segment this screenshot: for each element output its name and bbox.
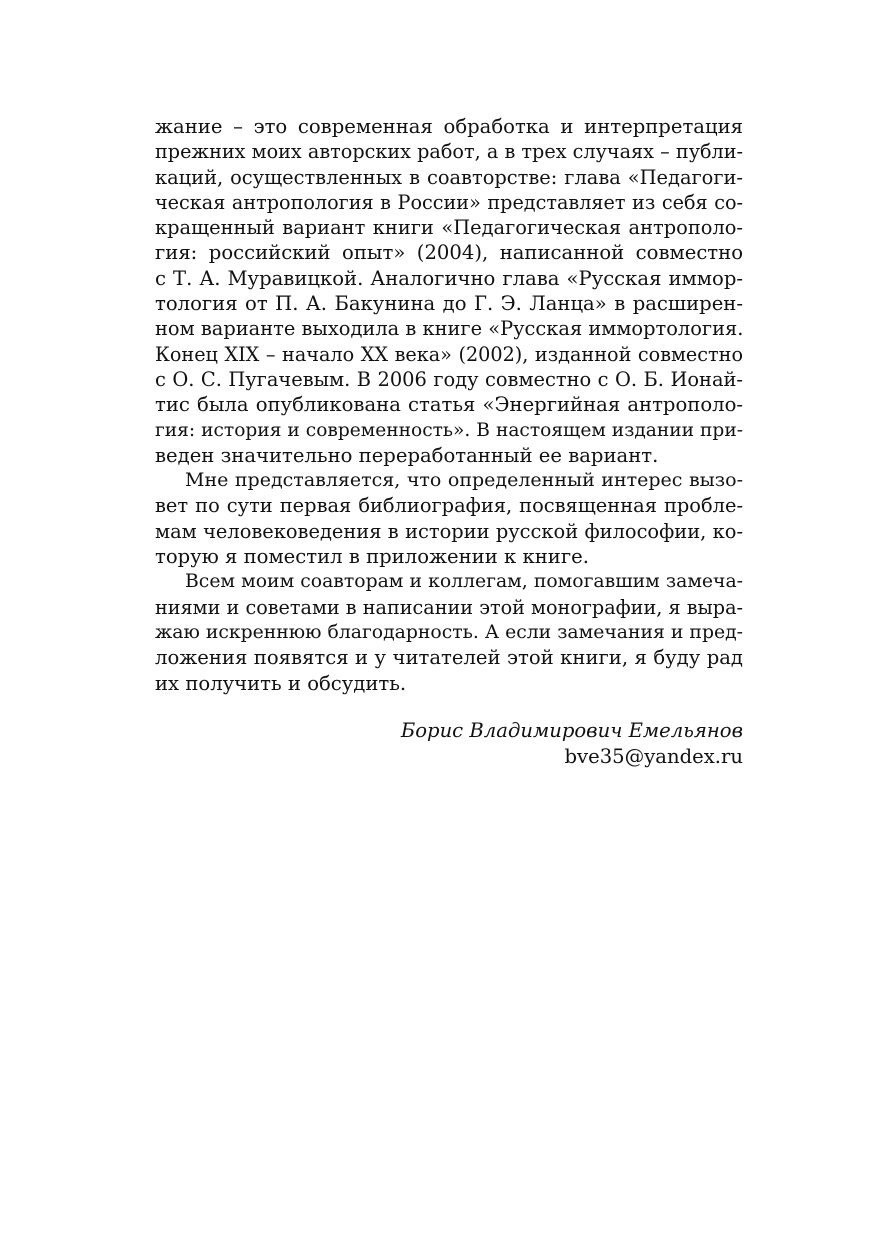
text-line: тология от П. А. Бакунина до Г. Э. Ланца» в расширен- <box>155 292 743 316</box>
text-line: Конец XIX – начало XX века» (2002), изданной совместно <box>155 342 743 366</box>
text-line: жание – это современная обработка и интерпретация <box>155 115 743 138</box>
text-line: торую я поместил в приложении к книге. <box>155 545 589 569</box>
text-line: каций, осуществленных в соавторстве: глава «Педагоги- <box>155 165 743 189</box>
text-line: веден значительно переработанный ее вариант. <box>155 443 659 467</box>
author-email: bve35@yandex.ru <box>564 745 743 768</box>
author-name: Борис Владимирович Емельянов <box>400 719 743 742</box>
signature-block <box>401 718 743 770</box>
text-line: ческая антропология в России» представляет из себя со- <box>155 190 743 214</box>
body-text <box>155 114 743 696</box>
text-line: Всем моим соавторам и коллегам, помогавшим замеча- <box>185 571 743 593</box>
text-line: тис была опубликована статья «Энергийная антрополо- <box>155 393 743 417</box>
text-line: ном варианте выходила в книге «Русская иммортология. <box>155 317 743 341</box>
text-line: ниями и советами в написании этой монографии, я выра- <box>155 595 743 619</box>
text-line: прежних моих авторских работ, а в трех случаях – публи- <box>155 140 743 164</box>
text-line: гия: история и современность». В настоящем издании при- <box>155 419 743 441</box>
text-line: мам человековедения в истории русской философии, ко- <box>155 519 743 543</box>
text-line: вет по сути первая библиография, посвященная пробле- <box>155 494 743 518</box>
text-line: ложения появятся и у читателей этой книги, я буду рад <box>155 646 743 670</box>
text-line: их получить и обсудить. <box>155 671 407 695</box>
text-line: с О. С. Пугачевым. В 2006 году совместно с О. Б. Ионай- <box>155 367 743 391</box>
text-line: гия: российский опыт» (2004), написанной совместно <box>155 241 743 265</box>
text-line: кращенный вариант книги «Педагогическая антрополо- <box>155 216 743 240</box>
text-line: жаю искреннюю благодарность. А если замечания и пред- <box>155 621 743 643</box>
text-line: Мне представляется, что определенный интерес вызо- <box>185 469 743 492</box>
text-line: с Т. А. Муравицкой. Аналогично глава «Русская иммор- <box>155 266 743 290</box>
